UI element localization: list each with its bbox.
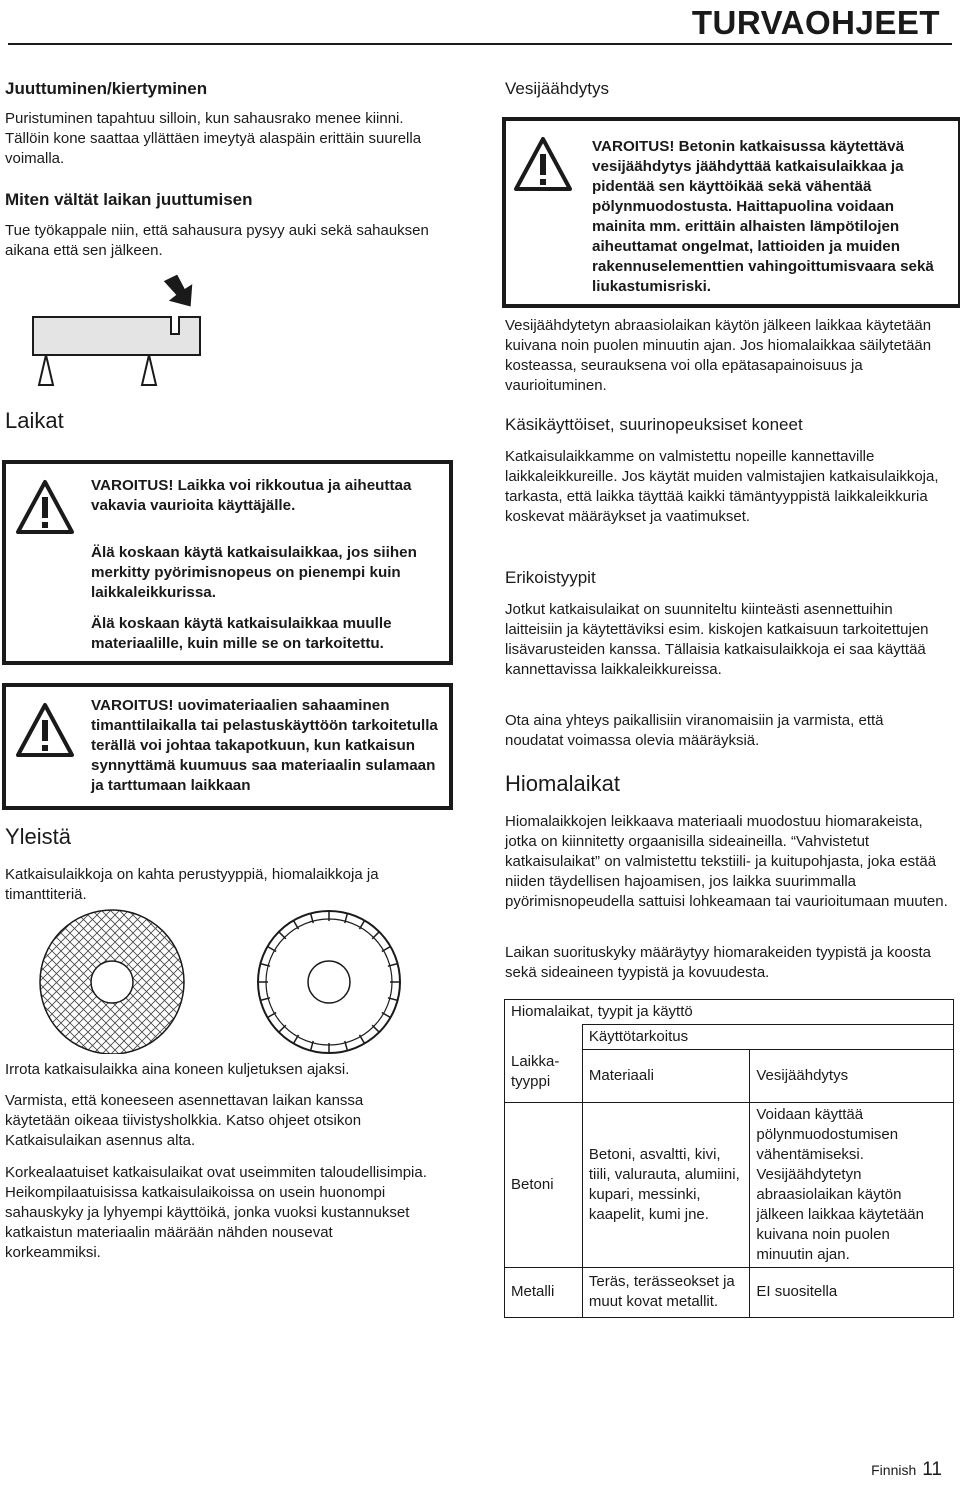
table-title: Hiomalaikat, tyypit ja käyttö xyxy=(505,1000,954,1025)
table-row xyxy=(505,1267,954,1317)
warning-triangle-icon xyxy=(512,135,574,193)
header-rule xyxy=(8,43,952,45)
water-cooling-text: Vesijäähdytetyn abraasiolaikan käytön jälkeen laikkaa käytetään kuivana noin puolen minuutin ajan. Jos hiomalaikkaa säilytetään kosteassa, seurauksena voi olla epätasapainoisuus ja vaurioituminen. xyxy=(505,317,932,394)
table-header-row xyxy=(505,1050,954,1103)
warning-text-water: VAROITUS! Betonin katkaisussa käytettävä vesijäähdytys jäähdyttää katkaisulaikkaa ja pidentää sen käyttöikää sekä vähentää pölynmuodostusta. Haittapuolina voidaan mainita mm. erittäin alhaisten lämpötilojen aiheuttamat ongelmat, lattioiden ja muiden rakennuselementtien vahingoittumisvaara sekä liukastumisriski. xyxy=(592,138,934,295)
blades-heading: Laikat xyxy=(5,408,64,433)
row-material: Betoni, asvaltti, kivi, tiili, valurauta, alumiini, kupari, messinki, kaapelit, kumi jne. xyxy=(582,1102,749,1267)
handheld-text: Katkaisulaikkamme on valmistettu nopeille kannettaville laikkaleikkureille. Jos käytät muiden valmistajien katkaisulaikkoja, tarkasta, että laikka täyttää kaikki tämäntyyppistä laikkaleikkuria koskevat määräykset ja vaatimukset. xyxy=(505,448,939,525)
authorities-text: Ota aina yhteys paikallisiin viranomaisiin ja varmista, että noudatat voimassa olevia määräyksiä. xyxy=(505,712,884,749)
warning-box-kickback xyxy=(2,683,453,810)
jamming-heading: Juuttuminen/kiertyminen xyxy=(5,79,208,98)
page-footer xyxy=(871,1459,942,1481)
warning-triangle-icon xyxy=(14,701,76,759)
workpiece-illustration xyxy=(25,272,210,396)
special-types-text: Jotkut katkaisulaikat on suunniteltu kiinteästi asennettuihin laitteisiin ja käytettäviksi esim. kiskojen katkaisuun tarkoitettujen lisävarusteiden kanssa. Tällaisia katkaisulaikkoja ei saa käyttää kannettavissa laikkaleikkureissa. xyxy=(505,601,929,678)
row-type: Metalli xyxy=(505,1267,583,1317)
performance-text: Laikan suorituskyky määräytyy hiomarakeiden tyypistä ja koosta sekä sideaineen tyypistä ja kovuudesta. xyxy=(505,944,932,981)
jamming-text: Puristuminen tapahtuu silloin, kun sahausrako menee kiinni. Tällöin kone saattaa yllättäen imeytyä alaspäin erittäin suurella voimalla. xyxy=(5,110,422,167)
abrasive-blade-illustration xyxy=(40,910,184,1054)
footer-language: Finnish xyxy=(871,1462,917,1478)
warning-box-water-cooling xyxy=(502,117,960,308)
row-material: Teräs, terässeokset ja muut kovat metallit. xyxy=(582,1267,749,1317)
table-spacer-cell xyxy=(505,1025,583,1050)
warning-triangle-icon xyxy=(14,478,76,536)
general-heading: Yleistä xyxy=(5,824,72,849)
col-header-water: Vesijäähdytys xyxy=(750,1050,954,1103)
row-type: Betoni xyxy=(505,1102,583,1267)
avoid-jamming-text: Tue työkappale niin, että sahausura pysyy auki sekä sahauksen aikana että sen jälkeen. xyxy=(5,222,429,259)
bushing-text: Varmista, että koneeseen asennettavan laikan kanssa käytetään oikeaa tiivistysholkkia. Katso ohjeet otsikon Katkaisulaikan asennus alta. xyxy=(5,1092,364,1149)
warning-text-1: VAROITUS! Laikka voi rikkoutua ja aiheuttaa vakavia vaurioita käyttäjälle. xyxy=(91,477,412,514)
col-header-type: Laikka-tyyppi xyxy=(505,1050,583,1103)
blade-usage-table xyxy=(504,999,954,1318)
general-text: Katkaisulaikkoja on kahta perustyyppiä, hiomalaikkoja ja timanttiteriä. xyxy=(5,866,379,903)
warning-box-blade-breakage xyxy=(2,460,453,665)
usage-header: Käyttötarkoitus xyxy=(582,1025,953,1050)
warning-text-kickback: VAROITUS! uovimateriaalien sahaaminen timanttilaikalla tai pelastuskäyttöön tarkoitetulla terällä voi johtaa takapotkuun, kun katkaisun synnyttämä kuumuus saa materiaalin sulamaan ja tarttumaan laikkaan xyxy=(91,697,438,794)
row-water: EI suositella xyxy=(750,1267,954,1317)
special-types-heading: Erikoistyypit xyxy=(505,568,596,587)
warning-text-2: Älä koskaan käytä katkaisulaikkaa, jos siihen merkitty pyörimisnopeus on pienempi kuin laikkaleikkurissa. xyxy=(91,544,417,601)
handheld-heading: Käsikäyttöiset, suurinopeuksiset koneet xyxy=(505,415,803,434)
page-title: TURVAOHJEET xyxy=(691,4,940,41)
table-title-row xyxy=(505,1000,954,1025)
warning-text-3: Älä koskaan käytä katkaisulaikkaa muulle materiaalille, kuin mille se on tarkoitettu. xyxy=(91,615,392,652)
quality-text: Korkealaatuiset katkaisulaikat ovat useimmiten taloudellisimpia. Heikompilaatuisissa katkaisulaikoissa on usein huonompi sahauskyky ja lyhyempi käyttöikä, jonka vuoksi kustannukset katkaistun materiaalin määrään nähden nousevat korkeammiksi. xyxy=(5,1164,427,1261)
avoid-jamming-heading: Miten vältät laikan juuttumisen xyxy=(5,190,253,209)
water-cooling-heading: Vesijäähdytys xyxy=(505,79,609,98)
abrasive-blades-heading: Hiomalaikat xyxy=(505,771,620,796)
blade-types-illustration xyxy=(25,906,430,1054)
page-number: 11 xyxy=(922,1459,942,1480)
abrasive-blades-text: Hiomalaikkojen leikkaava materiaali muodostuu hiomarakeista, jotka on kiinnitetty orgaanisilla sideaineilla. “Vahvistetut katkaisulaikat” on valmistettu tekstiili- ja kuitupohjasta, joka estää niiden täydellisen hajoamisen, jos laikka suurimmalla pyörimisnopeudella sattuisi lohkeamaan tai vaurioitumaan muuten. xyxy=(505,813,948,910)
table-row xyxy=(505,1102,954,1267)
col-header-material: Materiaali xyxy=(582,1050,749,1103)
row-water: Voidaan käyttää pölynmuodostumisen vähentämiseksi. Vesijäähdytetyn abraasiolaikan käytön jälkeen laikkaa käytetään kuivana noin puolen minuutin ajan. xyxy=(750,1102,954,1267)
diamond-blade-illustration xyxy=(258,911,400,1053)
transport-text: Irrota katkaisulaikka aina koneen kuljetuksen ajaksi. xyxy=(5,1061,350,1078)
